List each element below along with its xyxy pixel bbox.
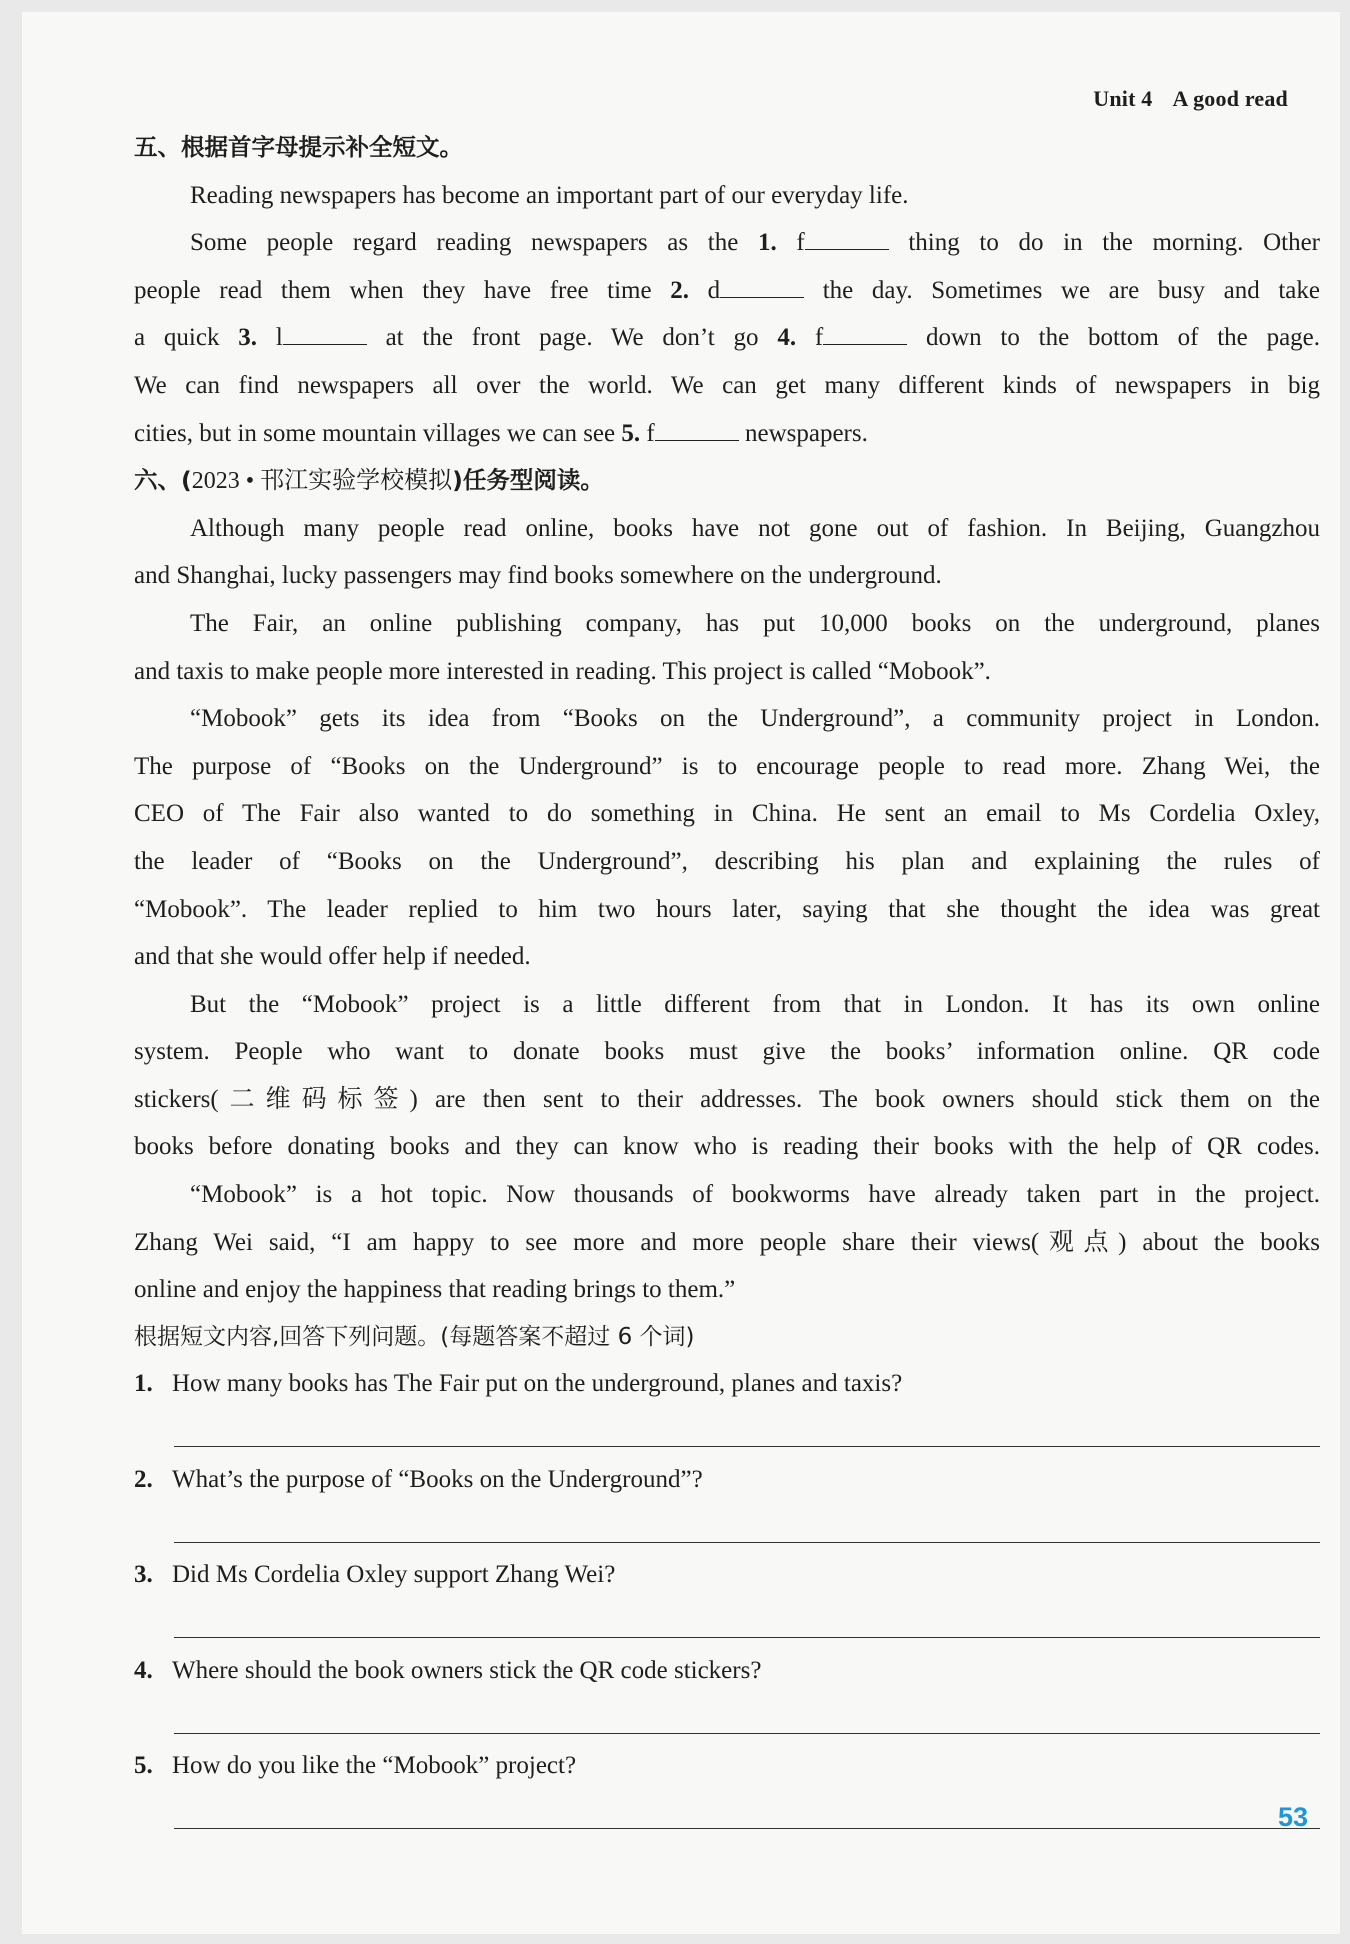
question-number: 2. [134,1465,153,1493]
question-text: How do you like the “Mobook” project? [172,1752,577,1779]
passage-line: CEO of The Fair also wanted to do something in China. He sent an email to Ms Cordelia Oxley, [134,800,1320,828]
passage-line: stickers(二维码标签) are then sent to their addresses. The book owners should stick them on the [134,1085,1320,1113]
passage-line: We can find newspapers all over the world. We can get many different kinds of newspapers in big [134,371,1320,399]
passage-line: and taxis to make people more interested in reading. This project is called “Mobook”. [134,657,991,685]
question-number: 4. [134,1656,153,1684]
question-text: Did Ms Cordelia Oxley support Zhang Wei? [172,1561,616,1588]
hint-letter: f [646,419,655,447]
hint-letter: l [275,324,283,352]
page-header [1093,86,1288,112]
answer-line-2[interactable] [174,1542,1320,1543]
passage-line: a quick 3. l at the front page. We don’t go 4. f down to the bottom of the page. [134,314,1320,362]
passage-line: “Mobook” is a hot topic. Now thousands of bookworms have already taken part in the project. [190,1181,1320,1209]
question-text: Where should the book owners stick the QR code stickers? [172,1656,762,1684]
question-text: How many books has The Fair put on the underground, planes and taxis? [172,1370,903,1397]
hint-letter: f [796,229,805,257]
fill-blank-5[interactable] [655,416,739,441]
passage-line: Although many people read online, books have not gone out of fashion. In Beijing, Guangzhou [190,514,1320,542]
question-item [134,1364,1320,1460]
task-instruction: 根据短文内容,回答下列问题。(每题答案不超过 6 个词) [134,1323,695,1350]
blank-number: 2. [670,276,689,304]
question-item [134,1555,1320,1651]
fill-blank-4[interactable] [823,320,907,345]
section5-heading: 五、根据首字母提示补全短文。 [134,133,463,161]
fill-blank-3[interactable] [283,320,367,345]
section6-source: 2023 • 邗江实验学校模拟 [191,468,453,495]
passage-line: books before donating books and they can know who is reading their books with the help of QR codes. [134,1133,1320,1161]
passage-line: the leader of “Books on the Underground”, describing his plan and explaining the rules of [134,847,1320,875]
unit-title: A good read [1172,86,1288,111]
blank-number: 1. [757,229,777,257]
exercise-content [134,124,1320,1361]
answer-line-5[interactable] [174,1828,1320,1829]
passage-line: system. People who want to donate books must give the books’ information online. QR code [134,1038,1320,1066]
passage-line: Zhang Wei said, “I am happy to see more and more people share their views(观点) about the books [134,1228,1320,1256]
blank-number: 4. [777,324,797,352]
question-text: What’s the purpose of “Books on the Underground”? [172,1465,703,1493]
question-number: 1. [134,1370,153,1397]
passage-line: But the “Mobook” project is a little different from that in London. It has its own online [190,990,1320,1018]
unit-label: Unit 4 [1093,86,1153,111]
answer-line-4[interactable] [174,1733,1320,1734]
fill-blank-2[interactable] [720,273,804,298]
passage-line: Some people regard reading newspapers as the 1. f thing to do in the morning. Other [134,219,1320,267]
hint-letter: d [707,276,721,304]
passage-line: “Mobook”. The leader replied to him two hours later, saying that she thought the idea was great [134,895,1320,923]
question-item [134,1746,1320,1842]
passage-line: The purpose of “Books on the Underground” is to encourage people to read more. Zhang Wei, the [134,752,1320,780]
section5-intro: Reading newspapers has become an important part of our everyday life. [190,181,909,209]
passage-line: and Shanghai, lucky passengers may find books somewhere on the underground. [134,562,942,590]
passage-line: people read them when they have free time 2. d the day. Sometimes we are busy and take [134,267,1320,315]
passage-line: cities, but in some mountain villages we can see 5. f newspapers. [134,410,1320,458]
page-number: 53 [1277,1802,1308,1832]
question-item [134,1460,1320,1556]
question-number: 5. [134,1752,153,1779]
answer-line-3[interactable] [174,1637,1320,1638]
question-number: 3. [134,1561,153,1588]
passage-line: and that she would offer help if needed. [134,943,531,971]
hint-letter: f [814,324,824,352]
passage-line: online and enjoy the happiness that reading brings to them.” [134,1276,736,1304]
blank-number: 3. [238,324,257,352]
fill-blank-1[interactable] [805,225,889,250]
question-list [134,1364,1320,1842]
workbook-page [22,12,1340,1934]
question-item [134,1651,1320,1747]
blank-number: 5. [621,419,641,447]
passage-line: The Fair, an online publishing company, has put 10,000 books on the underground, planes [190,609,1320,637]
passage-line: “Mobook” gets its idea from “Books on the Underground”, a community project in London. [190,705,1320,733]
section6-heading: 六、(2023 • 邗江实验学校模拟)任务型阅读。 [134,466,604,495]
answer-line-1[interactable] [174,1446,1320,1447]
